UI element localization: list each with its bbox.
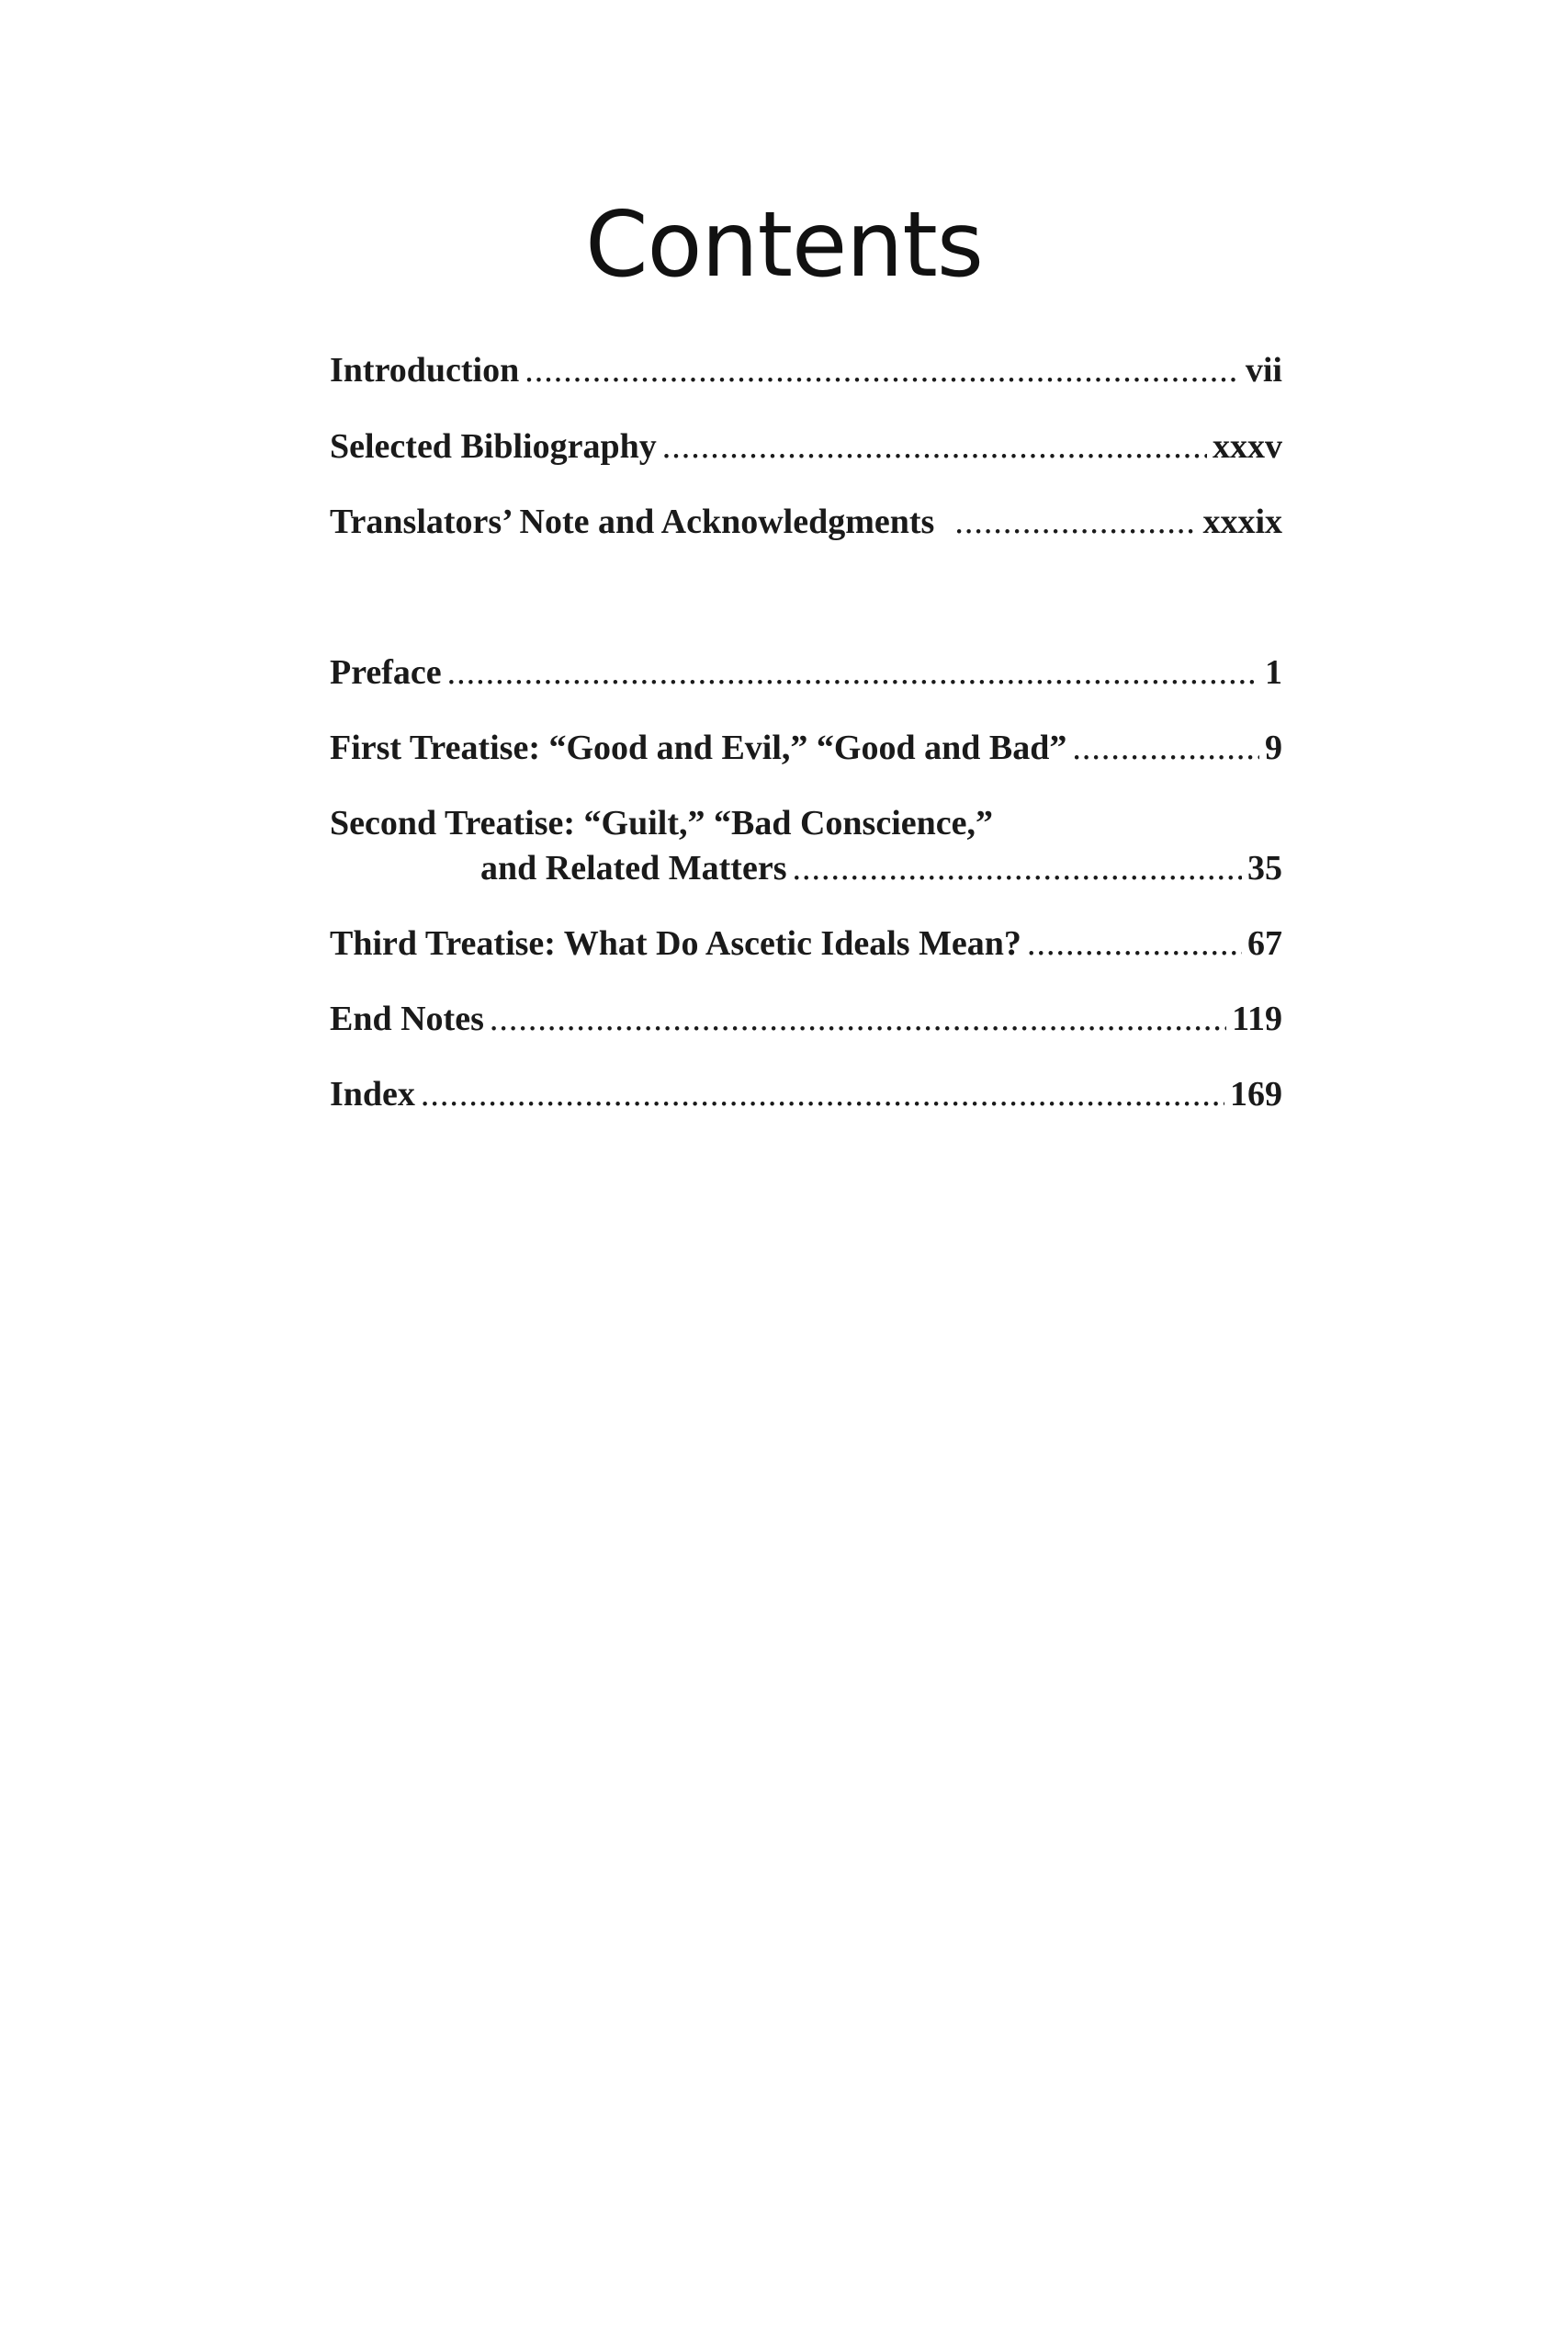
toc-entry-label: End Notes: [330, 1000, 484, 1038]
toc-entry-page: 9: [1265, 729, 1282, 767]
toc-entry-label: Third Treatise: What Do Ascetic Ideals Mean?: [330, 924, 1021, 963]
dot-leader: [662, 425, 1207, 468]
toc-entry-label: Preface: [330, 653, 442, 692]
toc-entry-preface[interactable]: [330, 651, 1282, 694]
toc-entry-page: 169: [1230, 1075, 1282, 1114]
dot-leader: [447, 651, 1259, 694]
toc-entry-label: Translators’ Note and Acknowledgments: [330, 503, 935, 541]
page-title: Contents: [585, 193, 983, 298]
dot-leader: [1027, 922, 1242, 965]
toc-entry-second-treatise[interactable]: [480, 847, 1282, 889]
dot-leader: [421, 1073, 1224, 1115]
toc-entry-label: Selected Bibliography: [330, 427, 657, 466]
toc-entry-label: Introduction: [330, 351, 520, 390]
toc-entry-page: xxxv: [1213, 427, 1282, 466]
toc-entry-label: and Related Matters: [480, 849, 787, 888]
toc-entry-first-treatise[interactable]: [330, 727, 1282, 769]
toc-entry-translators-note[interactable]: [330, 501, 1282, 543]
toc-entry-second-treatise-line1[interactable]: Second Treatise: “Guilt,” “Bad Conscience,”: [330, 804, 993, 842]
toc-entry-third-treatise[interactable]: [330, 922, 1282, 965]
dot-leader: [954, 501, 1197, 543]
toc-entry-label: Index: [330, 1075, 415, 1114]
toc-entry-page: 35: [1247, 849, 1282, 888]
toc-entry-bibliography[interactable]: [330, 425, 1282, 468]
dot-leader: [792, 847, 1242, 889]
dot-leader: [525, 349, 1240, 391]
toc-entry-page: 67: [1247, 924, 1282, 963]
toc-entry-label: First Treatise: “Good and Evil,” “Good and Bad”: [330, 729, 1067, 767]
toc-entry-page: vii: [1245, 351, 1282, 390]
toc-entry-page: 119: [1232, 1000, 1282, 1038]
toc-entry-page: xxxix: [1202, 503, 1282, 541]
toc-entry-page: 1: [1265, 653, 1282, 692]
toc-entry-index[interactable]: [330, 1073, 1282, 1115]
dot-leader: [1072, 727, 1259, 769]
toc-entry-introduction[interactable]: [330, 349, 1282, 391]
toc-entry-end-notes[interactable]: [330, 998, 1282, 1040]
dot-leader: [490, 998, 1226, 1040]
